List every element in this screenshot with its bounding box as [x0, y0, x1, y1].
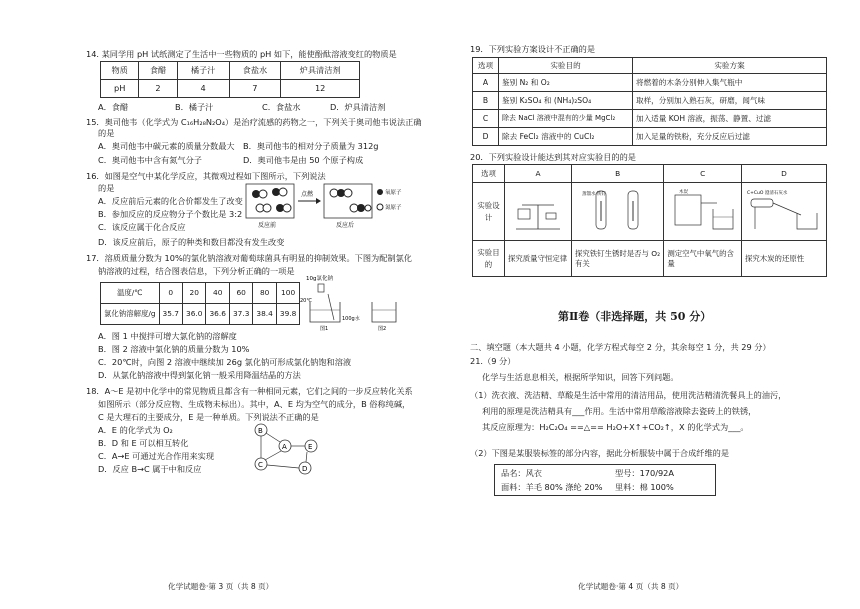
q19-cell: 将燃着的木条分别伸入集气瓶中 — [633, 74, 827, 92]
q18-stem: 18．A～E 是初中化学中的常见物质且都含有一种相同元素，它们之间的一步反应转化关系 — [86, 386, 413, 396]
temp-cell: 40 — [206, 283, 229, 304]
q16-reaction-diagram — [244, 180, 404, 230]
temp-label-fig: 20℃ — [300, 298, 312, 304]
q20-table — [472, 164, 827, 277]
q14-cell: 4 — [177, 80, 229, 98]
tag-lining: 里料：棉 100% — [615, 482, 674, 492]
right-page — [430, 0, 860, 609]
page-footer-left: 化学试题卷·第 3 页（共 8 页） — [168, 581, 274, 591]
q17-option-d: D．从氯化钠溶液中得到氯化钠一般采用降温结晶的方法 — [98, 370, 301, 380]
temp-label: 温度/℃ — [101, 283, 160, 304]
q17-solubility-table — [100, 282, 300, 325]
solubility-cell: 39.8 — [276, 304, 299, 325]
q19-cell: 加入适量 KOH 溶液，振荡、静置、过滤 — [633, 110, 827, 128]
q14-header: 食盐水 — [229, 62, 281, 80]
atom — [279, 188, 287, 196]
q17-dissolution-figure — [300, 272, 404, 332]
atom — [263, 204, 271, 212]
q20-goal: 测定空气中氧气的含量 — [664, 241, 742, 277]
node-a-label: A — [282, 443, 287, 451]
q16-stem: 16．如图是空气中某化学反应，其微观过程如下图所示，下列说法 — [86, 171, 326, 181]
solubility-cell: 36.6 — [206, 304, 229, 325]
q14-option-d: D．炉具清洁剂 — [330, 102, 386, 112]
tag-name: 品名：风衣 — [501, 468, 542, 478]
reduction-apparatus — [745, 185, 823, 235]
q20-row-label: 实验目的 — [473, 241, 505, 277]
q20-row-label: 实验设计 — [473, 183, 505, 241]
q14-header: 食醋 — [139, 62, 177, 80]
q14-stem: 14. 某同学用 pH 试纸测定了生活中一些物质的 pH 如下，能使酚酞溶液变红的物质是 — [86, 49, 397, 59]
q19-cell: C — [473, 110, 499, 128]
node-b-label: B — [258, 427, 263, 435]
q14-option-c: C．食盐水 — [262, 102, 301, 112]
q14-header: 橘子汁 — [177, 62, 229, 80]
q14-cell: 7 — [229, 80, 281, 98]
q18-stem-3: C 是大理石的主要成分，E 是一种单质。下列说法不正确的是 — [98, 412, 319, 422]
q21-number: 21.（9 分） — [470, 356, 516, 366]
temp-cell: 60 — [229, 283, 252, 304]
q18-option-c: C．A→E 可通过光合作用来实现 — [98, 451, 215, 461]
q16-option-a: A．反应前后元素的化合价都发生了改变 — [98, 196, 243, 206]
legend-n-label: 氮原子 — [385, 205, 402, 211]
q14-cell: 12 — [281, 80, 360, 98]
q18-option-d: D．反应 B→C 属于中和反应 — [98, 464, 202, 474]
solubility-label: 氯化钠溶解度/g — [101, 304, 160, 325]
q15-option-a: A．奥司他韦中碳元素的质量分数最大 — [98, 141, 235, 151]
edge — [267, 465, 299, 468]
q20-design-a — [505, 183, 572, 241]
q15-stem: 15．奥司他韦（化学式为 C₁₆H₂₈N₂O₄）是治疗流感的药物之一，下列关于奥司他韦说法正确 — [86, 117, 422, 127]
solubility-cell: 37.3 — [229, 304, 252, 325]
q19-cell: D — [473, 128, 499, 146]
q21-intro: 化学与生活息息相关，根据所学知识，回答下列问题。 — [482, 372, 679, 382]
q20-col: A — [505, 165, 572, 183]
atom — [283, 204, 291, 212]
after-label: 反应后 — [336, 222, 355, 229]
clothing-tag — [494, 464, 716, 496]
q14-header: 物质 — [101, 62, 139, 80]
tag-model: 型号：170/92A — [615, 468, 674, 478]
q20-design-c — [664, 183, 742, 241]
q19-cell: A — [473, 74, 499, 92]
before-box — [246, 184, 294, 218]
solubility-cell: 36.0 — [183, 304, 206, 325]
part2-title: 二、填空题（本大题共 4 小题，化学方程式每空 2 分，其余每空 1 分，共 29 分） — [470, 342, 771, 352]
edge — [306, 452, 307, 462]
legend-o-atom — [377, 189, 383, 195]
q17-option-c: C．20℃时，向图 2 溶液中继续加 26g 氯化钠可形成氯化钠饱和溶液 — [98, 357, 352, 367]
q15-option-c: C．奥司他韦中含有氮气分子 — [98, 155, 202, 165]
node-e-label: E — [308, 443, 313, 451]
q18-option-b: B．D 和 E 可以相互转化 — [98, 438, 189, 448]
q20-design-b — [572, 183, 664, 241]
beaker-1 — [310, 302, 340, 322]
arrow-label: 点燃 — [301, 191, 314, 198]
q19-header: 实验目的 — [499, 58, 633, 74]
design-note: C+CuO 澄清石灰水 — [746, 191, 788, 197]
q20-col: D — [741, 165, 826, 183]
q15-option-b: B．奥司他韦的相对分子质量为 312g — [243, 141, 379, 151]
q20-stem: 20．下列实验设计能达到其对应实验目的的是 — [470, 152, 636, 162]
temp-cell: 0 — [159, 283, 182, 304]
q17-option-a: A．图 1 中搅拌可增大氯化钠的溶解度 — [98, 331, 237, 341]
temp-cell: 80 — [253, 283, 276, 304]
q19-header: 选项 — [473, 58, 499, 74]
q15-option-d: D．奥司他韦是由 50 个原子构成 — [243, 155, 364, 165]
q18-option-a: A．E 的化学式为 O₂ — [98, 425, 173, 435]
q16-option-d: D．该反应前后，原子的种类和数目都没有发生改变 — [98, 237, 285, 247]
stir-rod — [328, 294, 334, 320]
q19-stem: 19．下列实验方案设计不正确的是 — [470, 44, 596, 54]
water-label: 100g水 — [342, 316, 360, 322]
q21-line-1: （1）洗衣液、洗洁精、草酸是生活中常用的清洁用品，使用洗洁精清洗餐具上的油污， — [470, 390, 787, 400]
atom — [357, 204, 365, 212]
solubility-cell: 38.4 — [253, 304, 276, 325]
atom — [330, 189, 338, 197]
q20-row-label: 选项 — [473, 165, 505, 183]
q14-cell: 2 — [139, 80, 177, 98]
rust-test-tubes — [582, 185, 654, 235]
q20-col: B — [572, 165, 664, 183]
q21-line-3: 其反应原理为：H₂C₂O₄ ==△== H₂O+X↑+CO₂↑，X 的化学式为___。 — [482, 422, 749, 432]
q20-goal: 探究木炭的还原性 — [741, 241, 826, 277]
oxygen-measure-apparatus — [669, 185, 737, 235]
q19-cell: 除去 FeCl₂ 溶液中的 CuCl₂ — [499, 128, 633, 146]
q18-stem-2: 如图所示（部分反应物、生成物未标出）。其中，A、E 均为空气的成分，B 俗称纯碱， — [98, 399, 411, 409]
q14-header: 炉具清洁剂 — [281, 62, 360, 80]
q14-option-b: B．橘子汁 — [175, 102, 214, 112]
solubility-cell: 35.7 — [159, 304, 182, 325]
q16-stem-2: 的是 — [98, 183, 115, 193]
temp-cell: 100 — [276, 283, 299, 304]
q19-cell: 鉴别 N₂ 和 O₂ — [499, 74, 633, 92]
add-salt-label: 10g氯化钠 — [306, 276, 333, 282]
q17-option-b: B．图 2 溶液中氯化钠的质量分数为 10% — [98, 344, 250, 354]
q19-table — [472, 57, 827, 146]
atom — [365, 205, 371, 211]
arrow-head — [316, 198, 321, 204]
node-d-label: D — [302, 465, 308, 473]
q16-option-b: B．参加反应的反应物分子个数比是 3:2 — [98, 209, 243, 219]
q21-line-4: （2）下图是某服装标签的部分内容，据此分析服装中属于合成纤维的是 — [470, 448, 730, 458]
q20-goal: 探究铁钉生锈时是否与 O₂ 有关 — [572, 241, 664, 277]
q15-stem-2: 的是 — [98, 128, 115, 138]
q18-conversion-diagram — [245, 420, 325, 476]
q20-design-d — [741, 183, 826, 241]
q19-cell: 除去 NaCl 溶液中混有的少量 MgCl₂ — [499, 110, 633, 128]
node-c-label: C — [258, 461, 263, 469]
q20-goal: 探究质量守恒定律 — [505, 241, 572, 277]
salt-container — [318, 284, 324, 292]
before-label: 反应前 — [258, 222, 277, 229]
legend-n-atom — [377, 204, 383, 210]
page-footer-right: 化学试题卷·第 4 页（共 8 页） — [578, 581, 684, 591]
section-title: 第Ⅱ卷（非选择题，共 50 分） — [558, 310, 712, 323]
edge — [265, 451, 281, 460]
edge — [266, 433, 280, 442]
q20-col: C — [664, 165, 742, 183]
q14-table — [100, 61, 360, 98]
q14-cell: pH — [101, 80, 139, 98]
balance-apparatus — [508, 185, 568, 235]
q19-cell: B — [473, 92, 499, 110]
legend-o-label: 氧原子 — [385, 190, 402, 196]
q17-stem-2: 钠溶液的过程，结合图表信息，下列分析正确的一项是 — [98, 266, 295, 276]
fig2-label: 图2 — [378, 326, 387, 332]
q14-option-a: A．食醋 — [98, 102, 129, 112]
q21-line-2: 利用的原理是洗洁精具有___作用。生活中常用草酸溶液除去瓷砖上的铁锈， — [482, 406, 757, 416]
q17-stem: 17．溶质质量分数为 10%的氯化钠溶液对葡萄球菌具有明显的抑制效果。下图为配制氯化 — [86, 253, 412, 263]
design-note: 蒸馏水 铁钉 — [581, 192, 606, 198]
design-note: 木炭 — [678, 190, 688, 196]
q16-option-c: C．该反应属于化合反应 — [98, 222, 186, 232]
tag-fabric: 面料：羊毛 80% 涤纶 20% — [501, 482, 603, 492]
atom — [259, 190, 267, 198]
atom — [350, 204, 358, 212]
beaker-2 — [372, 302, 396, 322]
fig1-label: 图1 — [320, 326, 329, 332]
q19-cell: 鉴别 K₂SO₄ 和 (NH₄)₂SO₄ — [499, 92, 633, 110]
q19-cell: 加入足量的铁粉，充分反应后过滤 — [633, 128, 827, 146]
q19-cell: 取样，分别加入熟石灰，研磨，闻气味 — [633, 92, 827, 110]
temp-cell: 20 — [183, 283, 206, 304]
q19-header: 实验方案 — [633, 58, 827, 74]
atom — [344, 189, 352, 197]
